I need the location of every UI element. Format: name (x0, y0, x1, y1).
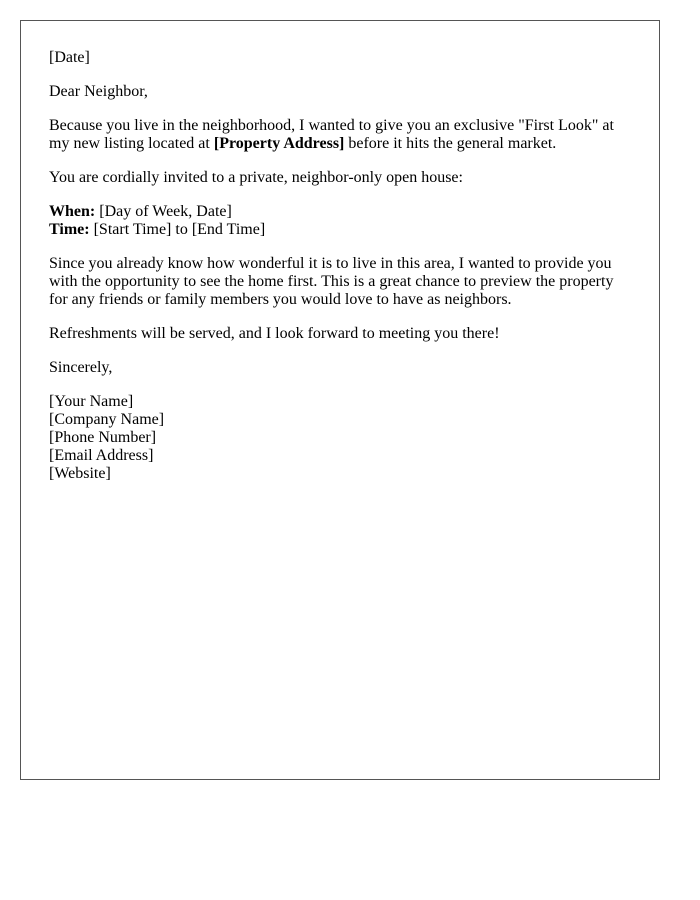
signature-name: [Your Name] (49, 393, 134, 410)
intro-paragraph (49, 117, 619, 153)
intro-text-after: before it hits the general market. (344, 135, 557, 152)
letter-date: [Date] (49, 49, 90, 66)
refreshments-paragraph: Refreshments will be served, and I look forward to meeting you there! (49, 325, 500, 342)
event-time (49, 221, 619, 239)
intro-text-before: Because you live in the neighborhood, I wanted to give you an exclusive "First Look" at my new listing located at (49, 117, 614, 152)
signature-block (49, 393, 619, 483)
event-time-label: Time: (49, 221, 90, 238)
event-when-value: [Day of Week, Date] (95, 203, 232, 220)
signature-company: [Company Name] (49, 411, 165, 428)
letter-body (49, 49, 619, 499)
event-time-value: [Start Time] to [End Time] (89, 221, 266, 238)
letter-greeting: Dear Neighbor, (49, 83, 148, 100)
signature-phone: [Phone Number] (49, 429, 157, 446)
letter-frame (20, 20, 660, 780)
letter-closing: Sincerely, (49, 359, 113, 376)
invitation-paragraph: You are cordially invited to a private, neighbor-only open house: (49, 169, 463, 186)
event-details (49, 203, 619, 239)
signature-website: [Website] (49, 465, 111, 482)
signature-email: [Email Address] (49, 447, 154, 464)
body-paragraph: Since you already know how wonderful it is to live in this area, I wanted to provide you with the opportunity to see the home first. This is a great chance to preview the property for any friends or family members you would love to have as neighbors. (49, 255, 614, 308)
event-when-label: When: (49, 203, 96, 220)
event-when (49, 203, 619, 221)
property-address: [Property Address] (213, 135, 345, 152)
